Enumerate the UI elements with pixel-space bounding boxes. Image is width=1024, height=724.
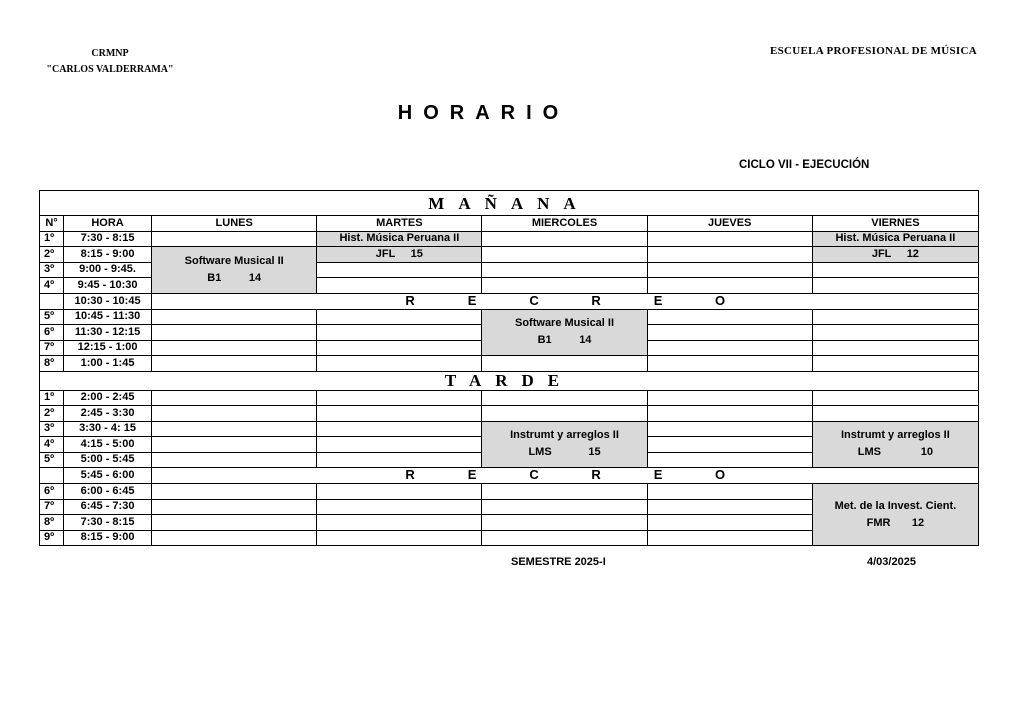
cell-empty <box>647 499 812 515</box>
recreo-letter: R <box>591 293 601 308</box>
cell-empty <box>647 262 812 278</box>
period-number: 2º <box>40 247 64 263</box>
period-number: 7º <box>40 499 64 515</box>
table-row <box>40 421 979 437</box>
cell-empty <box>647 231 812 247</box>
cell-empty <box>647 452 812 468</box>
cell-empty <box>317 452 482 468</box>
recreo-letter: O <box>714 293 726 308</box>
cell-empty <box>812 406 978 422</box>
period-time: 5:00 - 5:45 <box>64 452 152 468</box>
recreo-banner <box>152 293 979 309</box>
recreo-letter: R <box>405 293 415 308</box>
period-number: 7º <box>40 340 64 356</box>
cell-empty <box>152 515 317 531</box>
cell-empty <box>152 325 317 341</box>
period-number: 5º <box>40 309 64 325</box>
col-header-martes: MARTES <box>317 216 482 232</box>
cell-empty <box>152 499 317 515</box>
period-time: 1:00 - 1:45 <box>64 356 152 372</box>
period-time: 6:00 - 6:45 <box>64 484 152 500</box>
date-label: 4/03/2025 <box>867 556 916 568</box>
course-name: Instrumt y arreglos II <box>510 429 619 442</box>
period-time: 4:15 - 5:00 <box>64 437 152 453</box>
period-number: 3º <box>40 421 64 437</box>
cell-empty <box>317 309 482 325</box>
period-number: 1º <box>40 231 64 247</box>
semester-label: SEMESTRE 2025-I <box>511 556 606 568</box>
recreo-letter: E <box>467 293 477 308</box>
cell-empty <box>317 437 482 453</box>
recreo-letter: E <box>653 293 663 308</box>
cell-empty <box>647 309 812 325</box>
cell-empty <box>812 340 978 356</box>
period-time: 12:15 - 1:00 <box>64 340 152 356</box>
section-tarde <box>40 371 979 390</box>
cell-empty <box>812 278 978 294</box>
cell-empty <box>152 356 317 372</box>
cell-empty <box>812 325 978 341</box>
cycle-label: CICLO VII - EJECUCIÓN <box>739 159 870 171</box>
col-header-lunes: LUNES <box>152 216 317 232</box>
cell-empty <box>317 515 482 531</box>
recreo-letter: E <box>653 467 663 482</box>
schedule-table <box>39 190 979 546</box>
table-row-recreo <box>40 468 979 484</box>
cell-empty <box>152 530 317 546</box>
col-header-miercoles: MIERCOLES <box>482 216 647 232</box>
col-header-hora: HORA <box>64 216 152 232</box>
course-name: Hist. Música Peruana II <box>812 231 978 247</box>
cell-empty <box>152 437 317 453</box>
course-teacher-room <box>152 270 316 287</box>
cell-empty <box>812 390 978 406</box>
cell-empty <box>647 247 812 263</box>
period-time: 5:45 - 6:00 <box>64 468 152 484</box>
period-number: 6º <box>40 484 64 500</box>
cell-empty <box>482 515 647 531</box>
period-number <box>40 293 64 309</box>
cell-empty <box>152 452 317 468</box>
school-name: ESCUELA PROFESIONAL DE MÚSICA <box>769 45 977 57</box>
cell-empty <box>317 499 482 515</box>
cell-empty <box>647 340 812 356</box>
course-teacher-room <box>317 247 482 263</box>
course-teacher-room <box>813 515 978 532</box>
cell-empty <box>152 421 317 437</box>
recreo-letter: R <box>591 467 601 482</box>
institution-block <box>40 46 180 78</box>
course-room: 14 <box>579 334 592 347</box>
cell-empty <box>152 309 317 325</box>
period-time: 9:45 - 10:30 <box>64 278 152 294</box>
institution-acronym: CRMNP <box>91 48 129 59</box>
cell-empty <box>812 356 978 372</box>
cell-empty <box>482 356 647 372</box>
cell-empty <box>317 356 482 372</box>
cell-empty <box>812 262 978 278</box>
section-manana-label: MAÑANA <box>40 191 979 216</box>
cell-empty <box>482 406 647 422</box>
period-time: 10:30 - 10:45 <box>64 293 152 309</box>
table-row <box>40 484 979 500</box>
period-number: 8º <box>40 515 64 531</box>
course-teacher-room <box>482 332 646 349</box>
period-time: 2:00 - 2:45 <box>64 390 152 406</box>
course-block-software-lunes <box>152 247 317 294</box>
period-time: 7:30 - 8:15 <box>64 515 152 531</box>
period-time: 10:45 - 11:30 <box>64 309 152 325</box>
course-name: Hist. Música Peruana II <box>317 231 482 247</box>
cell-empty <box>317 278 482 294</box>
cell-empty <box>482 390 647 406</box>
cell-empty <box>317 340 482 356</box>
table-row-recreo <box>40 293 979 309</box>
period-time: 6:45 - 7:30 <box>64 499 152 515</box>
cell-empty <box>647 530 812 546</box>
course-code: B1 <box>207 271 222 284</box>
cell-empty <box>482 247 647 263</box>
course-name: Software Musical II <box>184 254 284 267</box>
cell-empty <box>152 340 317 356</box>
recreo-letter: E <box>467 467 477 482</box>
cell-empty <box>482 262 647 278</box>
course-room: 12 <box>906 247 919 260</box>
course-name: Software Musical II <box>515 317 615 330</box>
course-code: LMS <box>857 446 882 459</box>
course-room: 14 <box>248 271 262 284</box>
cell-empty <box>152 231 317 247</box>
cell-empty <box>152 406 317 422</box>
cell-empty <box>482 499 647 515</box>
table-row <box>40 231 979 247</box>
section-tarde-label: TARDE <box>40 371 979 390</box>
cell-empty <box>317 406 482 422</box>
cell-empty <box>317 390 482 406</box>
period-number: 2º <box>40 406 64 422</box>
course-code: FMR <box>866 516 891 529</box>
cell-empty <box>647 421 812 437</box>
institution-name: "CARLOS VALDERRAMA" <box>46 64 174 75</box>
course-teacher-room <box>482 444 646 461</box>
recreo-banner <box>152 468 979 484</box>
cell-empty <box>317 530 482 546</box>
cell-empty <box>647 356 812 372</box>
period-time: 3:30 - 4: 15 <box>64 421 152 437</box>
col-header-viernes: VIERNES <box>812 216 978 232</box>
cell-empty <box>317 325 482 341</box>
recreo-letter: R <box>405 467 415 482</box>
recreo-letter: C <box>529 467 539 482</box>
period-time: 8:15 - 9:00 <box>64 530 152 546</box>
recreo-letter: O <box>714 467 726 482</box>
table-row <box>40 356 979 372</box>
period-number: 9º <box>40 530 64 546</box>
col-header-jueves: JUEVES <box>647 216 812 232</box>
cell-empty <box>647 278 812 294</box>
period-number: 8º <box>40 356 64 372</box>
course-code: LMS <box>528 446 552 459</box>
cell-empty <box>647 437 812 453</box>
course-room: 12 <box>911 516 925 529</box>
cell-empty <box>647 325 812 341</box>
col-header-n: N° <box>40 216 64 232</box>
cell-empty <box>647 406 812 422</box>
course-teacher-room <box>813 444 978 461</box>
period-number: 4º <box>40 278 64 294</box>
period-number: 3º <box>40 262 64 278</box>
period-number: 6º <box>40 325 64 341</box>
course-teacher-room <box>812 247 978 263</box>
cell-empty <box>482 484 647 500</box>
cell-empty <box>482 231 647 247</box>
course-room: 15 <box>410 247 423 260</box>
cell-empty <box>647 390 812 406</box>
course-room: 10 <box>920 446 933 459</box>
recreo-letter: C <box>529 293 539 308</box>
cell-empty <box>482 530 647 546</box>
table-row <box>40 247 979 263</box>
course-block-instrumt-miercoles <box>482 421 647 468</box>
period-number: 4º <box>40 437 64 453</box>
period-number: 1º <box>40 390 64 406</box>
course-name: Met. de la Invest. Cient. <box>834 499 957 512</box>
period-time: 11:30 - 12:15 <box>64 325 152 341</box>
cell-empty <box>647 484 812 500</box>
course-room: 15 <box>588 446 601 459</box>
table-row <box>40 390 979 406</box>
page-title: HORARIO <box>397 102 570 124</box>
cell-empty <box>317 484 482 500</box>
course-block-instrumt-viernes <box>812 421 978 468</box>
period-time: 7:30 - 8:15 <box>64 231 152 247</box>
cell-empty <box>152 484 317 500</box>
course-block-software-miercoles <box>482 309 647 356</box>
cell-empty <box>647 515 812 531</box>
course-block-metodologia-viernes <box>812 484 978 546</box>
course-code: JFL <box>375 247 396 260</box>
period-time: 9:00 - 9:45. <box>64 262 152 278</box>
cell-empty <box>317 262 482 278</box>
table-row <box>40 406 979 422</box>
course-code: JFL <box>871 247 892 260</box>
period-number: 5º <box>40 452 64 468</box>
course-code: B1 <box>537 334 552 347</box>
cell-empty <box>812 309 978 325</box>
cell-empty <box>317 421 482 437</box>
column-header-row <box>40 216 979 232</box>
cell-empty <box>152 390 317 406</box>
period-number <box>40 468 64 484</box>
period-time: 2:45 - 3:30 <box>64 406 152 422</box>
period-time: 8:15 - 9:00 <box>64 247 152 263</box>
course-name: Instrumt y arreglos II <box>840 429 950 442</box>
section-manana <box>40 191 979 216</box>
table-row <box>40 309 979 325</box>
cell-empty <box>482 278 647 294</box>
